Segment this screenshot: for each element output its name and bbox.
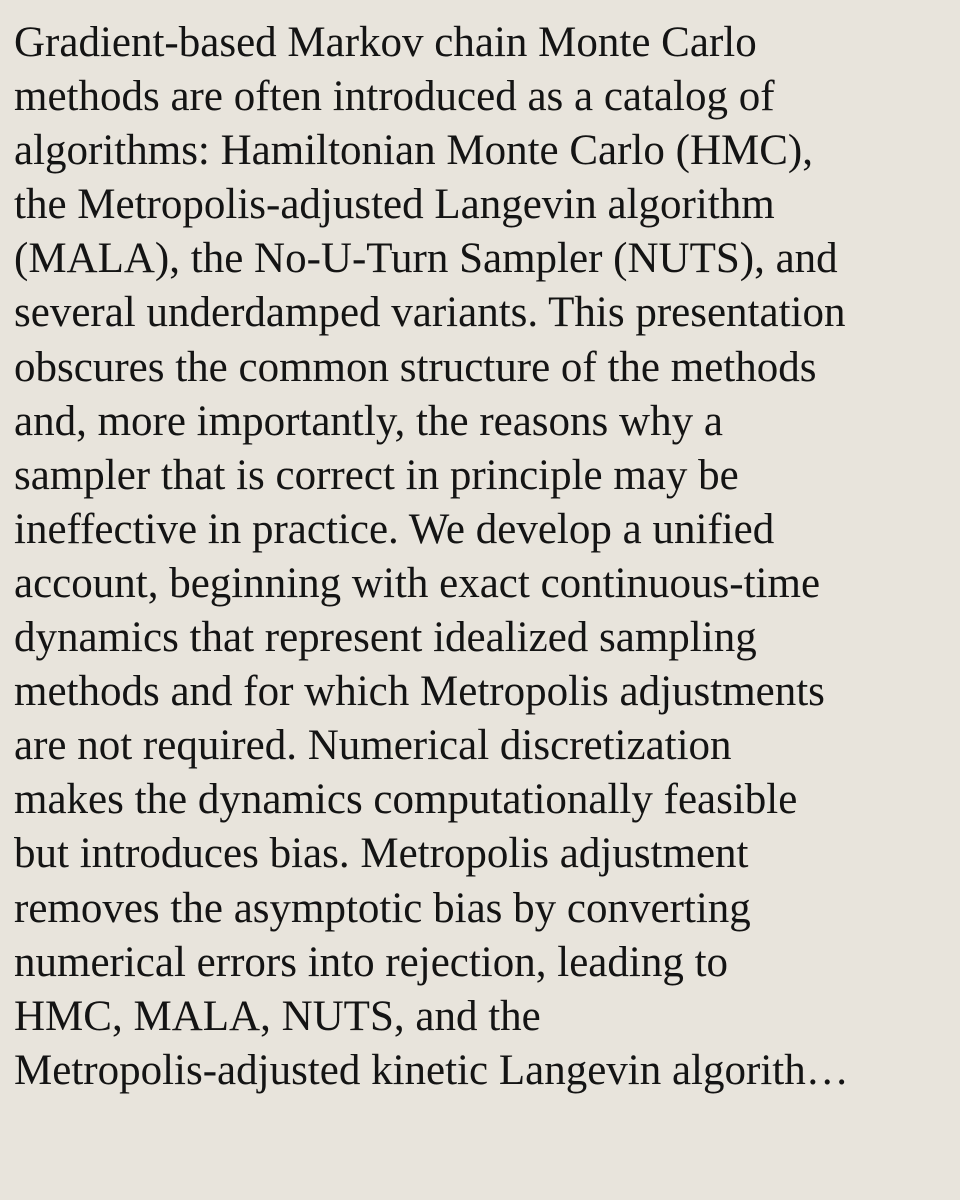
text-line: sampler that is correct in principle may be [14, 451, 739, 499]
text-line: methods and for which Metropolis adjustments [14, 668, 825, 716]
text-line: dynamics that represent idealized sampling [14, 614, 757, 662]
text-line: are not required. Numerical discretization [14, 722, 732, 770]
text-line: but introduces bias. Metropolis adjustment [14, 830, 749, 878]
text-line: the Metropolis-adjusted Langevin algorithm [14, 181, 775, 229]
text-line: Metropolis-adjusted kinetic Langevin algorith… [14, 1046, 849, 1094]
text-line: several underdamped variants. This presentation [14, 289, 846, 337]
text-line: ineffective in practice. We develop a unified [14, 505, 775, 553]
text-line: (MALA), the No-U-Turn Sampler (NUTS), and [14, 235, 838, 283]
abstract-text [14, 16, 960, 1098]
text-line: methods are often introduced as a catalog of [14, 73, 775, 121]
text-line: and, more importantly, the reasons why a [14, 397, 723, 445]
text-line: account, beginning with exact continuous-time [14, 559, 821, 607]
text-line: Gradient-based Markov chain Monte Carlo [14, 19, 757, 66]
text-line: numerical errors into rejection, leading to [14, 938, 729, 986]
text-line: HMC, MALA, NUTS, and the [14, 992, 541, 1040]
text-line: removes the asymptotic bias by converting [14, 884, 751, 932]
text-line: algorithms: Hamiltonian Monte Carlo (HMC), [14, 127, 813, 175]
text-line: makes the dynamics computationally feasible [14, 776, 798, 824]
text-line: obscures the common structure of the methods [14, 343, 817, 391]
